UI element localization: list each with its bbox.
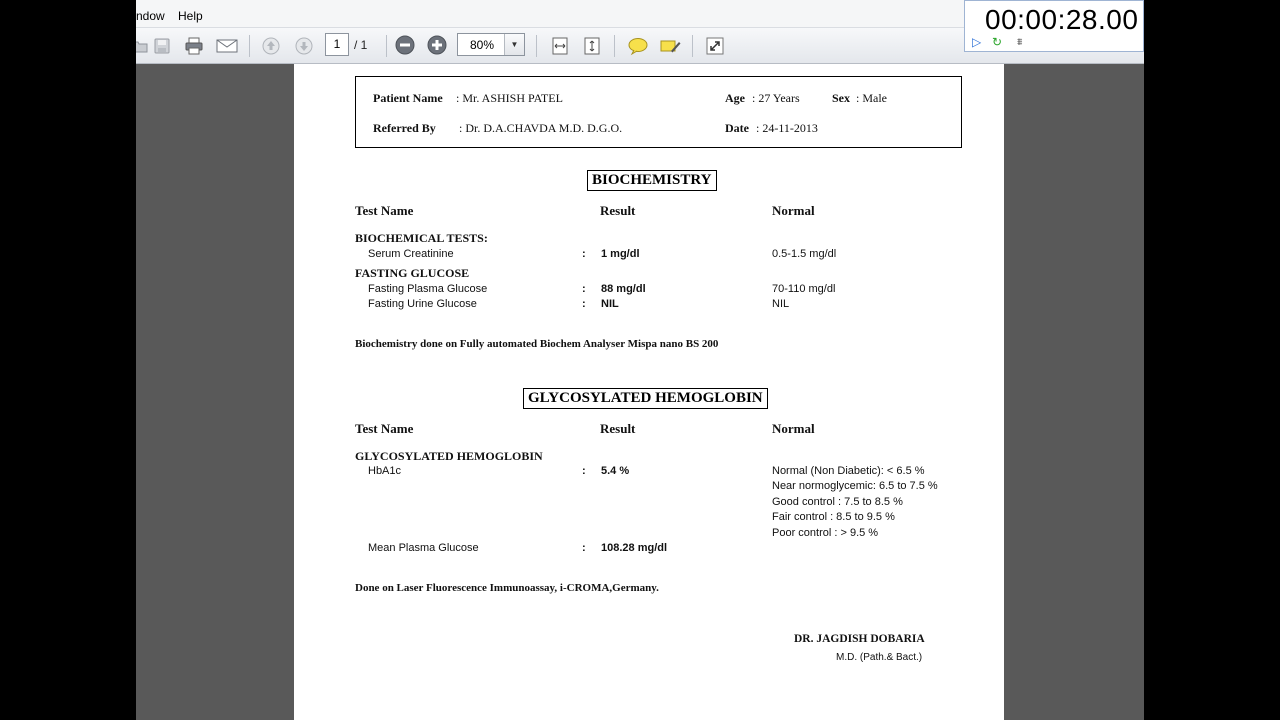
toolbar-separator bbox=[692, 35, 693, 57]
pdf-viewer-window bbox=[136, 0, 1144, 720]
plus-icon[interactable] bbox=[425, 33, 449, 57]
result-serum-creatinine: 1 mg/dl bbox=[601, 248, 640, 260]
page-number-input[interactable]: 1 bbox=[325, 33, 349, 56]
result-hba1c: 5.4 % bbox=[601, 465, 630, 477]
col-result: Result bbox=[600, 421, 636, 436]
timer-clock: 00:00:28.00 bbox=[985, 4, 1139, 35]
filter-icon[interactable]: ⩩ bbox=[1017, 37, 1023, 48]
hba1c-range-normal: Normal (Non Diabetic): < 6.5 % bbox=[772, 465, 925, 477]
referred-by-label: Referred By bbox=[373, 121, 436, 135]
date-value: : 24-11-2013 bbox=[756, 121, 818, 135]
patient-name-value: : Mr. ASHISH PATEL bbox=[456, 91, 563, 105]
hba1c-range-good-control: Good control : 7.5 to 8.5 % bbox=[772, 496, 903, 508]
comment-icon[interactable] bbox=[626, 34, 650, 58]
reset-icon[interactable]: ↻ bbox=[992, 35, 1003, 49]
result-separator: : bbox=[582, 248, 586, 260]
date-label: Date bbox=[725, 121, 749, 135]
email-icon[interactable] bbox=[215, 34, 239, 58]
play-icon[interactable]: ▷ bbox=[972, 35, 982, 49]
sex-value: : Male bbox=[856, 91, 887, 105]
normal-fasting-plasma-glucose: 70-110 mg/dl bbox=[772, 283, 836, 295]
result-separator: : bbox=[582, 465, 586, 477]
sign-icon[interactable] bbox=[658, 34, 682, 58]
arrow-up-icon[interactable] bbox=[259, 34, 283, 58]
doctor-degree: M.D. (Path.& Bact.) bbox=[836, 652, 923, 663]
document-page bbox=[294, 64, 1004, 720]
age-value: : 27 Years bbox=[752, 91, 800, 105]
result-separator: : bbox=[582, 542, 586, 554]
fit-width-icon[interactable] bbox=[548, 34, 572, 58]
chevron-down-icon[interactable]: ▼ bbox=[504, 34, 524, 55]
test-mean-plasma-glucose: Mean Plasma Glucose bbox=[368, 542, 479, 554]
result-mean-plasma-glucose: 108.28 mg/dl bbox=[601, 542, 668, 554]
page-total: / 1 bbox=[354, 38, 368, 52]
sex-label: Sex bbox=[832, 91, 850, 105]
result-fasting-urine-glucose: NIL bbox=[601, 298, 619, 310]
toolbar-separator bbox=[536, 35, 537, 57]
patient-name-label: Patient Name bbox=[373, 91, 443, 105]
result-fasting-plasma-glucose: 88 mg/dl bbox=[601, 283, 646, 295]
fit-page-icon[interactable] bbox=[580, 34, 604, 58]
toolbar-separator bbox=[386, 35, 387, 57]
result-separator: : bbox=[582, 283, 586, 295]
zoom-select[interactable] bbox=[457, 33, 525, 56]
col-test-name: Test Name bbox=[355, 421, 414, 436]
col-test-name: Test Name bbox=[355, 203, 414, 218]
test-serum-creatinine: Serum Creatinine bbox=[368, 248, 454, 260]
glyco-method-note: Done on Laser Fluorescence Immunoassay, i-CROMA,Germany. bbox=[355, 582, 659, 594]
toolbar-separator bbox=[249, 35, 250, 57]
biochemistry-title: BIOCHEMISTRY bbox=[587, 170, 717, 191]
col-normal: Normal bbox=[772, 203, 815, 218]
age-label: Age bbox=[725, 91, 745, 105]
group-biochemical-tests: BIOCHEMICAL TESTS: bbox=[355, 231, 488, 245]
result-separator: : bbox=[582, 298, 586, 310]
test-fasting-plasma-glucose: Fasting Plasma Glucose bbox=[368, 283, 488, 295]
zoom-value: 80% bbox=[470, 38, 495, 52]
normal-serum-creatinine: 0.5-1.5 mg/dl bbox=[772, 248, 837, 260]
menu-help[interactable]: Help bbox=[178, 9, 203, 23]
hba1c-range-near-normoglycemic: Near normoglycemic: 6.5 to 7.5 % bbox=[772, 480, 938, 492]
normal-fasting-urine-glucose: NIL bbox=[772, 298, 790, 310]
minus-icon[interactable] bbox=[393, 33, 417, 57]
col-normal: Normal bbox=[772, 421, 815, 436]
referred-by-value: : Dr. D.A.CHAVDA M.D. D.G.O. bbox=[459, 121, 623, 135]
group-fasting-glucose: FASTING GLUCOSE bbox=[355, 266, 470, 280]
test-hba1c: HbA1c bbox=[368, 465, 402, 477]
fullscreen-icon[interactable] bbox=[703, 34, 727, 58]
toolbar-separator bbox=[614, 35, 615, 57]
recording-timer bbox=[964, 0, 1144, 52]
print-icon[interactable] bbox=[182, 34, 206, 58]
arrow-down-icon[interactable] bbox=[292, 34, 316, 58]
menu-window[interactable]: ndow bbox=[136, 9, 165, 23]
hba1c-range-fair-control: Fair control : 8.5 to 9.5 % bbox=[772, 511, 895, 523]
save-icon[interactable] bbox=[150, 34, 174, 58]
group-glycosylated-hemoglobin: GLYCOSYLATED HEMOGLOBIN bbox=[355, 449, 543, 463]
biochemistry-method-note: Biochemistry done on Fully automated Biochem Analyser Mispa nano BS 200 bbox=[355, 338, 719, 350]
glycosylated-hemoglobin-title: GLYCOSYLATED HEMOGLOBIN bbox=[523, 388, 768, 409]
test-fasting-urine-glucose: Fasting Urine Glucose bbox=[368, 298, 477, 310]
patient-info-box bbox=[355, 76, 962, 148]
hba1c-range-poor-control: Poor control : > 9.5 % bbox=[772, 527, 879, 539]
col-result: Result bbox=[600, 203, 636, 218]
doctor-name: DR. JAGDISH DOBARIA bbox=[794, 633, 925, 645]
